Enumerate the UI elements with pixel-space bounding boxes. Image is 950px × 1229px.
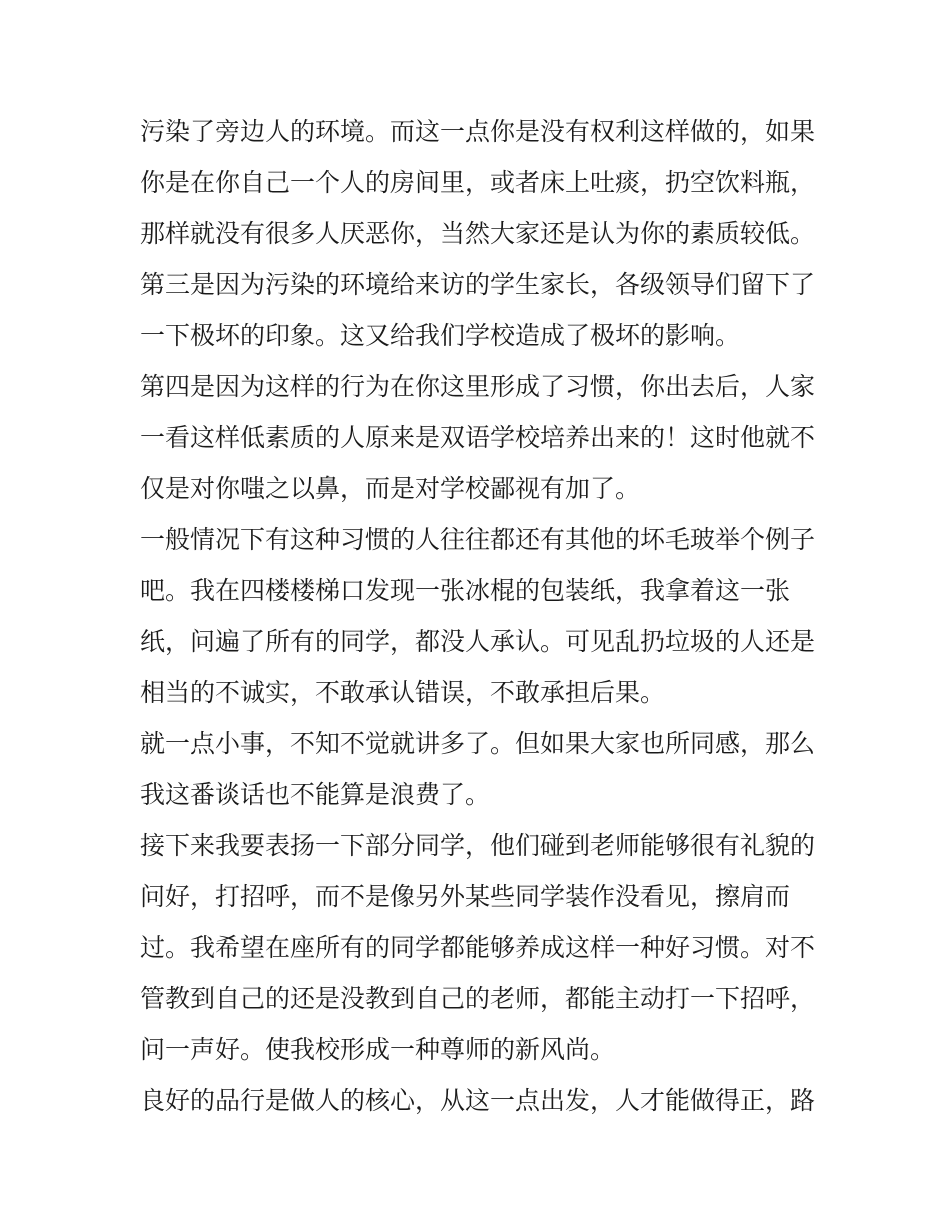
text-line: 第四是因为这样的行为在你这里形成了习惯，你出去后，人家 [140, 372, 816, 401]
text-line: 吧。我在四楼楼梯口发现一张冰棍的包装纸，我拿着这一张 [140, 576, 791, 605]
text-line: 问一声好。使我校形成一种尊师的新风尚。 [140, 1035, 616, 1064]
text-line: 一般情况下有这种习惯的人往往都还有其他的坏毛玻举个例子 [140, 525, 816, 554]
text-line: 我这番谈话也不能算是浪费了。 [140, 780, 491, 809]
text-line: 一下极坏的印象。这又给我们学校造成了极坏的影响。 [140, 321, 741, 350]
text-line: 问好，打招呼，而不是像另外某些同学装作没看见，擦肩而 [140, 882, 791, 911]
text-line: 就一点小事，不知不觉就讲多了。但如果大家也所同感，那么 [140, 729, 816, 758]
text-line: 良好的品行是做人的核心，从这一点出发，人才能做得正，路 [140, 1086, 816, 1115]
text-line: 管教到自己的还是没教到自己的老师，都能主动打一下招呼， [140, 984, 816, 1013]
text-line: 那样就没有很多人厌恶你，当然大家还是认为你的素质较低。 [140, 219, 816, 248]
body-text [140, 106, 830, 1126]
text-line: 纸，问遍了所有的同学，都没人承认。可见乱扔垃圾的人还是 [140, 627, 816, 656]
text-line: 第三是因为污染的环境给来访的学生家长，各级领导们留下了 [140, 270, 816, 299]
text-line: 相当的不诚实，不敢承认错误，不敢承担后果。 [140, 678, 666, 707]
text-line: 仅是对你嗤之以鼻，而是对学校鄙视有加了。 [140, 474, 641, 503]
text-line: 一看这样低素质的人原来是双语学校培养出来的！这时他就不 [140, 423, 816, 452]
text-line: 你是在你自己一个人的房间里，或者床上吐痰，扔空饮料瓶， [140, 168, 816, 197]
text-line: 过。我希望在座所有的同学都能够养成这样一种好习惯。对不 [140, 933, 816, 962]
text-line: 接下来我要表扬一下部分同学，他们碰到老师能够很有礼貌的 [140, 831, 816, 860]
text-line: 污染了旁边人的环境。而这一点你是没有权利这样做的，如果 [140, 117, 816, 146]
